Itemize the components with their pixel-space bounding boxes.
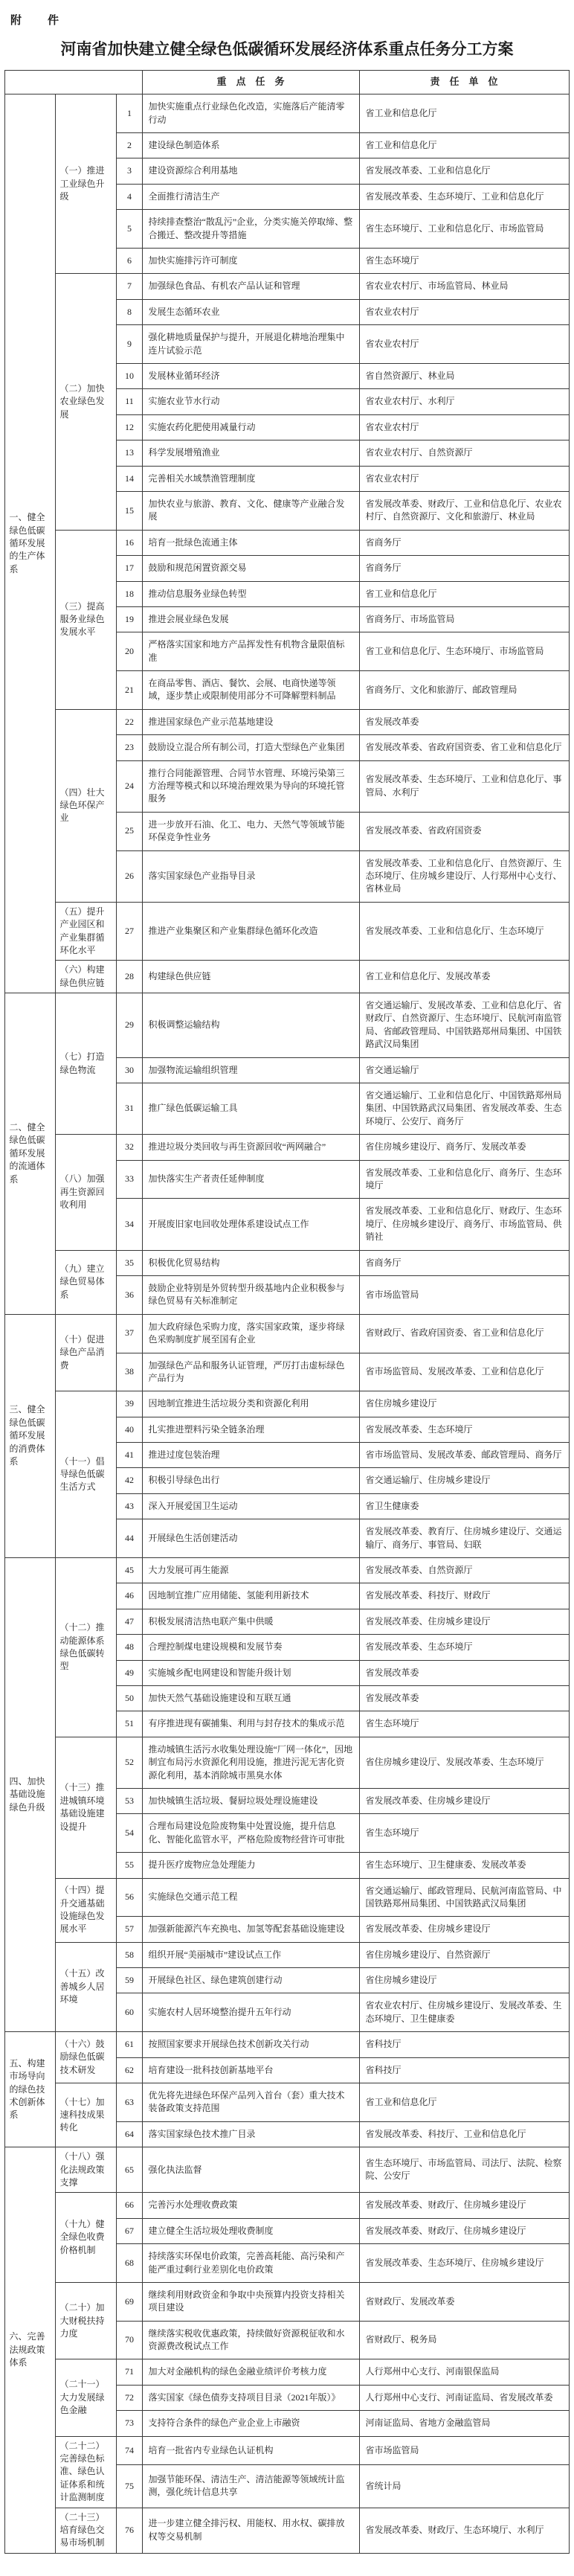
task-cell: 积极调整运输结构 — [142, 993, 359, 1058]
section-cell: 六、完善法规政策体系 — [5, 2147, 56, 2554]
unit-cell: 省发展改革委、住房城乡建设厅 — [359, 1609, 569, 1634]
row-number-cell: 76 — [117, 2508, 142, 2553]
row-number-cell: 16 — [117, 530, 142, 555]
unit-cell: 省农业农村厅 — [359, 466, 569, 491]
unit-cell: 省发展改革委 — [359, 1685, 569, 1711]
row-number-cell: 28 — [117, 961, 142, 993]
table-row — [5, 1737, 569, 1788]
task-cell: 全面推行清洁生产 — [142, 184, 359, 209]
row-number-cell: 71 — [117, 2359, 142, 2385]
row-number-cell: 59 — [117, 1968, 142, 1993]
unit-cell: 省商务厅 — [359, 1250, 569, 1275]
unit-cell: 省发展改革委、自然资源厅 — [359, 1558, 569, 1583]
row-number-cell: 15 — [117, 491, 142, 530]
table-row — [5, 94, 569, 133]
group-cell: （六）构建绿色供应链 — [56, 961, 117, 993]
unit-cell: 省市场监管局、发展改革委、工业和信息化厅 — [359, 1353, 569, 1391]
row-number-cell: 14 — [117, 466, 142, 491]
task-cell: 完善相关水域禁渔管理制度 — [142, 466, 359, 491]
row-number-cell: 27 — [117, 902, 142, 961]
header-unit-column: 责 任 单 位 — [359, 71, 569, 94]
row-number-cell: 21 — [117, 671, 142, 710]
unit-cell: 省交通运输厅、住房城乡建设厅 — [359, 1468, 569, 1493]
task-cell: 加强新能源汽车充换电、加氢等配套基础设施建设 — [142, 1917, 359, 1942]
group-cell: （十八）强化法规政策支撑 — [56, 2147, 117, 2193]
row-number-cell: 24 — [117, 760, 142, 812]
unit-cell: 省商务厅 — [359, 556, 569, 581]
table-row — [5, 709, 569, 734]
table-row — [5, 2282, 569, 2321]
unit-cell: 省交通运输厅 — [359, 1057, 569, 1083]
task-cell: 鼓励设立混合所有制公司，打造大型绿色产业集团 — [142, 735, 359, 760]
unit-cell: 省商务厅、市场监管局 — [359, 606, 569, 632]
section-cell: 二、健全绿色低碳循环发展的流通体系 — [5, 993, 56, 1315]
unit-cell: 省住房城乡建设厅、发展改革委、生态环境厅 — [359, 1737, 569, 1788]
group-cell: （二十三）培育绿色交易市场机制 — [56, 2508, 117, 2553]
row-number-cell: 70 — [117, 2321, 142, 2359]
unit-cell: 省工业和信息化厅、生态环境厅、市场监管局 — [359, 632, 569, 671]
row-number-cell: 40 — [117, 1417, 142, 1442]
group-cell: （五）提升产业园区和产业集群循环化水平 — [56, 902, 117, 961]
row-number-cell: 58 — [117, 1942, 142, 1967]
task-cell: 鼓励企业特别是外贸转型升级基地内企业积极参与绿色贸易有关标准制定 — [142, 1275, 359, 1314]
row-number-cell: 65 — [117, 2147, 142, 2193]
unit-cell: 省发展改革委、住房城乡建设厅 — [359, 1917, 569, 1942]
unit-cell: 省生态环境厅、卫生健康委、发展改革委 — [359, 1853, 569, 1878]
unit-cell: 省工业和信息化厅 — [359, 581, 569, 606]
task-cell: 进一步放开石油、化工、电力、天然气等领域节能环保竞争性业务 — [142, 812, 359, 850]
group-cell: （二十）加大财税扶持力度 — [56, 2282, 117, 2359]
task-cell: 实施农村人居环境整治提升五年行动 — [142, 1993, 359, 2032]
unit-cell: 省住房城乡建设厅、自然资源厅 — [359, 1942, 569, 1967]
unit-cell: 省工业和信息化厅 — [359, 2083, 569, 2122]
table-row — [5, 1135, 569, 1160]
table-row — [5, 2147, 569, 2193]
unit-cell: 省发展改革委、工业和信息化厅、商务厅、生态环境厅 — [359, 1160, 569, 1199]
task-cell: 继续落实税收优惠政策，持续做好资源税征收和水资源费改税试点工作 — [142, 2321, 359, 2359]
task-cell: 在商品零售、酒店、餐饮、会展、电商快递等领域，逐步禁止或限制使用部分不可降解塑料制品 — [142, 671, 359, 710]
table-header-row — [5, 71, 569, 94]
task-cell: 推动信息服务业绿色转型 — [142, 581, 359, 606]
group-cell: （一）推进工业绿色升级 — [56, 94, 117, 274]
row-number-cell: 22 — [117, 709, 142, 734]
group-cell: （二十一）大力发展绿色金融 — [56, 2359, 117, 2436]
section-cell: 三、健全绿色低碳循环发展的消费体系 — [5, 1314, 56, 1557]
task-cell: 实施城乡配电网建设和智能升级计划 — [142, 1660, 359, 1685]
row-number-cell: 4 — [117, 184, 142, 209]
row-number-cell: 44 — [117, 1519, 142, 1558]
header-corner-cell — [5, 71, 142, 94]
task-cell: 实施农业节水行动 — [142, 389, 359, 414]
task-cell: 推进国家绿色产业示范基地建设 — [142, 709, 359, 734]
table-row — [5, 530, 569, 555]
unit-cell: 省商务厅 — [359, 530, 569, 555]
task-cell: 开展绿色生活创建活动 — [142, 1519, 359, 1558]
task-cell: 建设绿色制造体系 — [142, 133, 359, 158]
unit-cell: 省生态环境厅 — [359, 1711, 569, 1737]
row-number-cell: 8 — [117, 299, 142, 324]
task-cell: 加强绿色产品和服务认证管理，严厉打击虚标绿色产品行为 — [142, 1353, 359, 1391]
group-cell: （十一）倡导绿色低碳生活方式 — [56, 1391, 117, 1558]
row-number-cell: 12 — [117, 414, 142, 440]
unit-cell: 省发展改革委、工业和信息化厅、生态环境厅 — [359, 902, 569, 961]
unit-cell: 省发展改革委、教育厅、住房城乡建设厅、交通运输厅、商务厅、事管局、妇联 — [359, 1519, 569, 1558]
unit-cell: 省发展改革委、财政厅、工业和信息化厅、农业农村厅、自然资源厅、文化和旅游厅、林业局 — [359, 491, 569, 530]
table-row — [5, 1250, 569, 1275]
unit-cell: 省住房城乡建设厅 — [359, 1968, 569, 1993]
row-number-cell: 11 — [117, 389, 142, 414]
unit-cell: 省发展改革委、工业和信息化厅、自然资源厅、生态环境厅、住房城乡建设厅、人行郑州中心支行、省林业局 — [359, 850, 569, 902]
row-number-cell: 68 — [117, 2244, 142, 2283]
row-number-cell: 72 — [117, 2385, 142, 2410]
task-cell: 组织开展“美丽城市”建设试点工作 — [142, 1942, 359, 1967]
unit-cell: 省工业和信息化厅、发展改革委 — [359, 961, 569, 993]
row-number-cell: 23 — [117, 735, 142, 760]
task-cell: 完善污水处理收费政策 — [142, 2193, 359, 2218]
task-cell: 发展林业循环经济 — [142, 363, 359, 388]
unit-cell: 省交通运输厅、工业和信息化厅、中国铁路郑州局集团、中国铁路武汉局集团、省发展改革委、生态环境厅、公安厅、商务厅 — [359, 1083, 569, 1135]
row-number-cell: 20 — [117, 632, 142, 671]
task-cell: 持续排查整治“散乱污”企业，分类实施关停取缔、整合搬迁、整改提升等措施 — [142, 210, 359, 249]
task-cell: 培育一批省内专业绿色认证机构 — [142, 2436, 359, 2464]
row-number-cell: 43 — [117, 1493, 142, 1519]
row-number-cell: 41 — [117, 1443, 142, 1468]
unit-cell: 省交通运输厅、邮政管理局、民航河南监管局、中国铁路郑州局集团、中国铁路武汉局集团 — [359, 1878, 569, 1917]
unit-cell: 省发展改革委、生态环境厅、工业和信息化厅 — [359, 184, 569, 209]
unit-cell: 省市场监管局、发展改革委、邮政管理局、商务厅 — [359, 1443, 569, 1468]
task-cell: 提升医疗废物应急处理能力 — [142, 1853, 359, 1878]
unit-cell: 省商务厅、文化和旅游厅、邮政管理局 — [359, 671, 569, 710]
task-cell: 因地制宜推进生活垃圾分类和资源化利用 — [142, 1391, 359, 1417]
task-cell: 加大对金融机构的绿色金融业绩评价考核力度 — [142, 2359, 359, 2385]
row-number-cell: 39 — [117, 1391, 142, 1417]
row-number-cell: 53 — [117, 1788, 142, 1813]
unit-cell: 人行郑州中心支行、河南银保监局 — [359, 2359, 569, 2385]
row-number-cell: 74 — [117, 2436, 142, 2464]
unit-cell: 省农业农村厅、住房城乡建设厅、发展改革委、生态环境厅、卫生健康委 — [359, 1993, 569, 2032]
task-cell: 发展生态循环农业 — [142, 299, 359, 324]
task-cell: 培育建设一批科技创新基地平台 — [142, 2057, 359, 2083]
group-cell: （四）壮大绿色环保产业 — [56, 709, 117, 902]
row-number-cell: 54 — [117, 1814, 142, 1853]
row-number-cell: 69 — [117, 2282, 142, 2321]
task-cell: 加快实施重点行业绿色化改造，实施落后产能清零行动 — [142, 94, 359, 133]
row-number-cell: 36 — [117, 1275, 142, 1314]
row-number-cell: 6 — [117, 249, 142, 274]
table-row — [5, 2436, 569, 2464]
group-cell: （十）促进绿色产品消费 — [56, 1314, 117, 1391]
row-number-cell: 32 — [117, 1135, 142, 1160]
task-cell: 推进产业集聚区和产业集群绿色循环化改造 — [142, 902, 359, 961]
row-number-cell: 63 — [117, 2083, 142, 2122]
table-row — [5, 2359, 569, 2385]
group-cell: （九）建立绿色贸易体系 — [56, 1250, 117, 1314]
task-cell: 开展废旧家电回收处理体系建设试点工作 — [142, 1199, 359, 1250]
row-number-cell: 3 — [117, 158, 142, 184]
header-task-column: 重 点 任 务 — [142, 71, 359, 94]
row-number-cell: 2 — [117, 133, 142, 158]
group-cell: （十五）改善城乡人居环境 — [56, 1942, 117, 2032]
section-cell: 一、健全绿色低碳循环发展的生产体系 — [5, 94, 56, 993]
unit-cell: 省发展改革委、财政厅、住房城乡建设厅 — [359, 2218, 569, 2243]
task-cell: 继续利用财政资金和争取中央预算内投资支持相关项目建设 — [142, 2282, 359, 2321]
row-number-cell: 29 — [117, 993, 142, 1058]
task-cell: 大力发展可再生能源 — [142, 1558, 359, 1583]
task-cell: 实施绿色交通示范工程 — [142, 1878, 359, 1917]
unit-cell: 省农业农村厅 — [359, 325, 569, 364]
unit-cell: 河南证监局、省地方金融监管局 — [359, 2411, 569, 2436]
task-cell: 积极发展清洁热电联产集中供暖 — [142, 1609, 359, 1634]
unit-cell: 省发展改革委 — [359, 709, 569, 734]
unit-cell: 省生态环境厅 — [359, 249, 569, 274]
row-number-cell: 48 — [117, 1635, 142, 1660]
unit-cell: 省发展改革委、生态环境厅、工业和信息化厅、事管局、水利厅 — [359, 760, 569, 812]
table-row — [5, 1314, 569, 1353]
task-cell: 强化耕地质量保护与提升，开展退化耕地治理集中连片试验示范 — [142, 325, 359, 364]
row-number-cell: 52 — [117, 1737, 142, 1788]
task-cell: 加快实施排污许可制度 — [142, 249, 359, 274]
task-cell: 推行合同能源管理、合同节水管理、环境污染第三方治理等模式和以环境治理效果为导向的环境托管服务 — [142, 760, 359, 812]
task-cell: 深入开展爱国卫生运动 — [142, 1493, 359, 1519]
task-cell: 加快城镇生活垃圾、餐厨垃圾处理设施建设 — [142, 1788, 359, 1813]
group-cell: （十四）提升交通基础设施绿色发展水平 — [56, 1878, 117, 1942]
row-number-cell: 13 — [117, 440, 142, 466]
group-cell: （十三）推进城镇环境基础设施建设提升 — [56, 1737, 117, 1878]
row-number-cell: 64 — [117, 2121, 142, 2147]
group-cell: （二十二）完善绿色标准、绿色认证体系和统计监测制度 — [56, 2436, 117, 2508]
unit-cell: 省生态环境厅 — [359, 1814, 569, 1853]
unit-cell: 省发展改革委、财政厅、住房城乡建设厅 — [359, 2193, 569, 2218]
attachment-label: 附 件 — [10, 15, 67, 27]
unit-cell: 人行郑州中心支行、河南证监局、省发展改革委 — [359, 2385, 569, 2410]
unit-cell: 省生态环境厅、市场监管局、司法厅、法院、检察院、公安厅 — [359, 2147, 569, 2193]
task-cell: 严格落实国家和地方产品挥发性有机物含量限值标准 — [142, 632, 359, 671]
row-number-cell: 62 — [117, 2057, 142, 2083]
unit-cell: 省发展改革委、财政厅、生态环境厅、水利厅 — [359, 2508, 569, 2553]
row-number-cell: 50 — [117, 1685, 142, 1711]
task-cell: 开展绿色社区、绿色建筑创建行动 — [142, 1968, 359, 1993]
task-cell: 合理布局建设危险废物集中处置设施，提升信息化、智能化监管水平，严格危险废物经营许可审批 — [142, 1814, 359, 1853]
row-number-cell: 49 — [117, 1660, 142, 1685]
row-number-cell: 60 — [117, 1993, 142, 2032]
row-number-cell: 7 — [117, 274, 142, 299]
unit-cell: 省农业农村厅 — [359, 414, 569, 440]
row-number-cell: 42 — [117, 1468, 142, 1493]
row-number-cell: 55 — [117, 1853, 142, 1878]
task-cell: 支持符合条件的绿色产业企业上市融资 — [142, 2411, 359, 2436]
task-cell: 构建绿色供应链 — [142, 961, 359, 993]
row-number-cell: 5 — [117, 210, 142, 249]
row-number-cell: 31 — [117, 1083, 142, 1135]
row-number-cell: 33 — [117, 1160, 142, 1199]
row-number-cell: 10 — [117, 363, 142, 388]
group-cell: （十二）推动能源体系绿色低碳转型 — [56, 1558, 117, 1737]
unit-cell: 省住房城乡建设厅、商务厅、发展改革委 — [359, 1135, 569, 1160]
task-cell: 鼓励和规范闲置资源交易 — [142, 556, 359, 581]
table-row — [5, 2508, 569, 2553]
unit-cell: 省发展改革委、科技厅、财政厅 — [359, 1583, 569, 1609]
task-cell: 积极优化贸易结构 — [142, 1250, 359, 1275]
task-cell: 加强绿色食品、有机农产品认证和管理 — [142, 274, 359, 299]
table-row — [5, 993, 569, 1058]
table-row — [5, 2032, 569, 2057]
table-row — [5, 961, 569, 993]
task-assignment-table — [4, 70, 569, 2553]
group-cell: （七）打造绿色物流 — [56, 993, 117, 1135]
task-cell: 加快天然气基础设施建设和互联互通 — [142, 1685, 359, 1711]
unit-cell: 省发展改革委、住房城乡建设厅 — [359, 1788, 569, 1813]
task-cell: 推进垃圾分类回收与再生资源回收“两网融合” — [142, 1135, 359, 1160]
row-number-cell: 47 — [117, 1609, 142, 1634]
row-number-cell: 66 — [117, 2193, 142, 2218]
task-cell: 强化执法监督 — [142, 2147, 359, 2193]
task-cell: 落实国家《绿色债券支持项目目录（2021年版）》 — [142, 2385, 359, 2410]
group-cell: （十七）加速科技成果转化 — [56, 2083, 117, 2147]
table-row — [5, 902, 569, 961]
task-cell: 合理控制煤电建设规模和发展节奏 — [142, 1635, 359, 1660]
unit-cell: 省科技厅 — [359, 2057, 569, 2083]
unit-cell: 省发展改革委、省政府国资委、省工业和信息化厅 — [359, 735, 569, 760]
page-title: 河南省加快建立健全绿色低碳循环发展经济体系重点任务分工方案 — [60, 40, 514, 58]
row-number-cell: 45 — [117, 1558, 142, 1583]
unit-cell: 省住房城乡建设厅 — [359, 1391, 569, 1417]
task-cell: 落实国家绿色技术推广目录 — [142, 2121, 359, 2147]
table-row — [5, 1878, 569, 1917]
task-cell: 积极引导绿色出行 — [142, 1468, 359, 1493]
group-cell: （三）提高服务业绿色发展水平 — [56, 530, 117, 709]
task-cell: 持续落实环保电价政策，完善高耗能、高污染和产能严重过剩行业差别化电价政策 — [142, 2244, 359, 2283]
task-cell: 有序推进现有碳捕集、利用与封存技术的集成示范 — [142, 1711, 359, 1737]
task-cell: 推进会展业绿色发展 — [142, 606, 359, 632]
task-cell: 因地制宜推广应用储能、氢能利用新技术 — [142, 1583, 359, 1609]
row-number-cell: 25 — [117, 812, 142, 850]
row-number-cell: 37 — [117, 1314, 142, 1353]
task-cell: 加强节能环保、清洁生产、清洁能源等领域统计监测，强化统计信息共享 — [142, 2464, 359, 2508]
unit-cell: 省工业和信息化厅 — [359, 94, 569, 133]
task-cell: 进一步建立健全排污权、用能权、用水权、碳排放权等交易机制 — [142, 2508, 359, 2553]
task-cell: 扎实推进塑料污染全链条治理 — [142, 1417, 359, 1442]
row-number-cell: 56 — [117, 1878, 142, 1917]
unit-cell: 省交通运输厅、发展改革委、工业和信息化厅、省财政厅、自然资源厅、生态环境厅、民航河南监管局、省邮政管理局、中国铁路郑州局集团、中国铁路武汉局集团 — [359, 993, 569, 1058]
task-cell: 按照国家要求开展绿色技术创新攻关行动 — [142, 2032, 359, 2057]
unit-cell: 省科技厅 — [359, 2032, 569, 2057]
task-cell: 加大政府绿色采购力度，落实国家政策，逐步将绿色采购制度扩展至国有企业 — [142, 1314, 359, 1353]
task-cell: 推广绿色低碳运输工具 — [142, 1083, 359, 1135]
group-cell: （八）加强再生资源回收利用 — [56, 1135, 117, 1250]
group-cell: （二）加快农业绿色发展 — [56, 274, 117, 530]
unit-cell: 省财政厅、税务局 — [359, 2321, 569, 2359]
task-cell: 推动城镇生活污水收集处理设施“厂网一体化”，因地制宜布局污水资源化利用设施，推进污泥无害化资源化利用，基本消除城市黑臭水体 — [142, 1737, 359, 1788]
unit-cell: 省发展改革委、生态环境厅 — [359, 1417, 569, 1442]
unit-cell: 省农业农村厅、水利厅 — [359, 389, 569, 414]
unit-cell: 省财政厅、发展改革委 — [359, 2282, 569, 2321]
task-cell: 推进过度包装治理 — [142, 1443, 359, 1468]
task-cell: 实施农药化肥使用减量行动 — [142, 414, 359, 440]
unit-cell: 省发展改革委、生态环境厅、住房城乡建设厅 — [359, 2244, 569, 2283]
unit-cell: 省发展改革委、工业和信息化厅 — [359, 158, 569, 184]
row-number-cell: 38 — [117, 1353, 142, 1391]
row-number-cell: 75 — [117, 2464, 142, 2508]
table-row — [5, 2083, 569, 2122]
group-cell: （十六）鼓励绿色低碳技术研发 — [56, 2032, 117, 2083]
row-number-cell: 35 — [117, 1250, 142, 1275]
unit-cell: 省发展改革委、生态环境厅 — [359, 1635, 569, 1660]
table-row — [5, 274, 569, 299]
unit-cell: 省发展改革委 — [359, 1660, 569, 1685]
section-cell: 五、构建市场导向的绿色技术创新体系 — [5, 2032, 56, 2147]
row-number-cell: 19 — [117, 606, 142, 632]
task-cell: 培育一批绿色流通主体 — [142, 530, 359, 555]
unit-cell: 省发展改革委、省政府国资委 — [359, 812, 569, 850]
row-number-cell: 34 — [117, 1199, 142, 1250]
row-number-cell: 61 — [117, 2032, 142, 2057]
row-number-cell: 26 — [117, 850, 142, 902]
table-row — [5, 2193, 569, 2218]
task-cell: 建立健全生活垃圾处理收费制度 — [142, 2218, 359, 2243]
group-cell: （十九）健全绿色收费价格机制 — [56, 2193, 117, 2283]
row-number-cell: 17 — [117, 556, 142, 581]
task-cell: 科学发展增殖渔业 — [142, 440, 359, 466]
row-number-cell: 57 — [117, 1917, 142, 1942]
unit-cell: 省生态环境厅、工业和信息化厅、市场监管局 — [359, 210, 569, 249]
task-cell: 加快落实生产者责任延伸制度 — [142, 1160, 359, 1199]
row-number-cell: 9 — [117, 325, 142, 364]
unit-cell: 省卫生健康委 — [359, 1493, 569, 1519]
task-cell: 优先将先进绿色环保产品列入首台（套）重大技术装备政策支持范围 — [142, 2083, 359, 2122]
unit-cell: 省发展改革委、工业和信息化厅、财政厅、生态环境厅、住房城乡建设厅、商务厅、市场监管局、供销社 — [359, 1199, 569, 1250]
task-cell: 加快农业与旅游、教育、文化、健康等产业融合发展 — [142, 491, 359, 530]
row-number-cell: 1 — [117, 94, 142, 133]
row-number-cell: 73 — [117, 2411, 142, 2436]
table-row — [5, 1942, 569, 1967]
unit-cell: 省农业农村厅、市场监管局、林业局 — [359, 274, 569, 299]
row-number-cell: 30 — [117, 1057, 142, 1083]
row-number-cell: 51 — [117, 1711, 142, 1737]
task-cell: 加强物流运输组织管理 — [142, 1057, 359, 1083]
task-cell: 落实国家绿色产业指导目录 — [142, 850, 359, 902]
row-number-cell: 18 — [117, 581, 142, 606]
unit-cell: 省工业和信息化厅 — [359, 133, 569, 158]
unit-cell: 省自然资源厅、林业局 — [359, 363, 569, 388]
unit-cell: 省财政厅、省政府国资委、省工业和信息化厅 — [359, 1314, 569, 1353]
table-body — [5, 94, 569, 2553]
unit-cell: 省市场监管局 — [359, 2436, 569, 2464]
section-cell: 四、加快基础设施绿色升级 — [5, 1558, 56, 2032]
row-number-cell: 67 — [117, 2218, 142, 2243]
unit-cell: 省农业农村厅、自然资源厅 — [359, 440, 569, 466]
row-number-cell: 46 — [117, 1583, 142, 1609]
unit-cell: 省市场监管局 — [359, 1275, 569, 1314]
unit-cell: 省发展改革委、科技厅、工业和信息化厅 — [359, 2121, 569, 2147]
task-cell: 建设资源综合利用基地 — [142, 158, 359, 184]
table-row — [5, 1391, 569, 1417]
unit-cell: 省农业农村厅 — [359, 299, 569, 324]
table-row — [5, 1558, 569, 1583]
unit-cell: 省统计局 — [359, 2464, 569, 2508]
